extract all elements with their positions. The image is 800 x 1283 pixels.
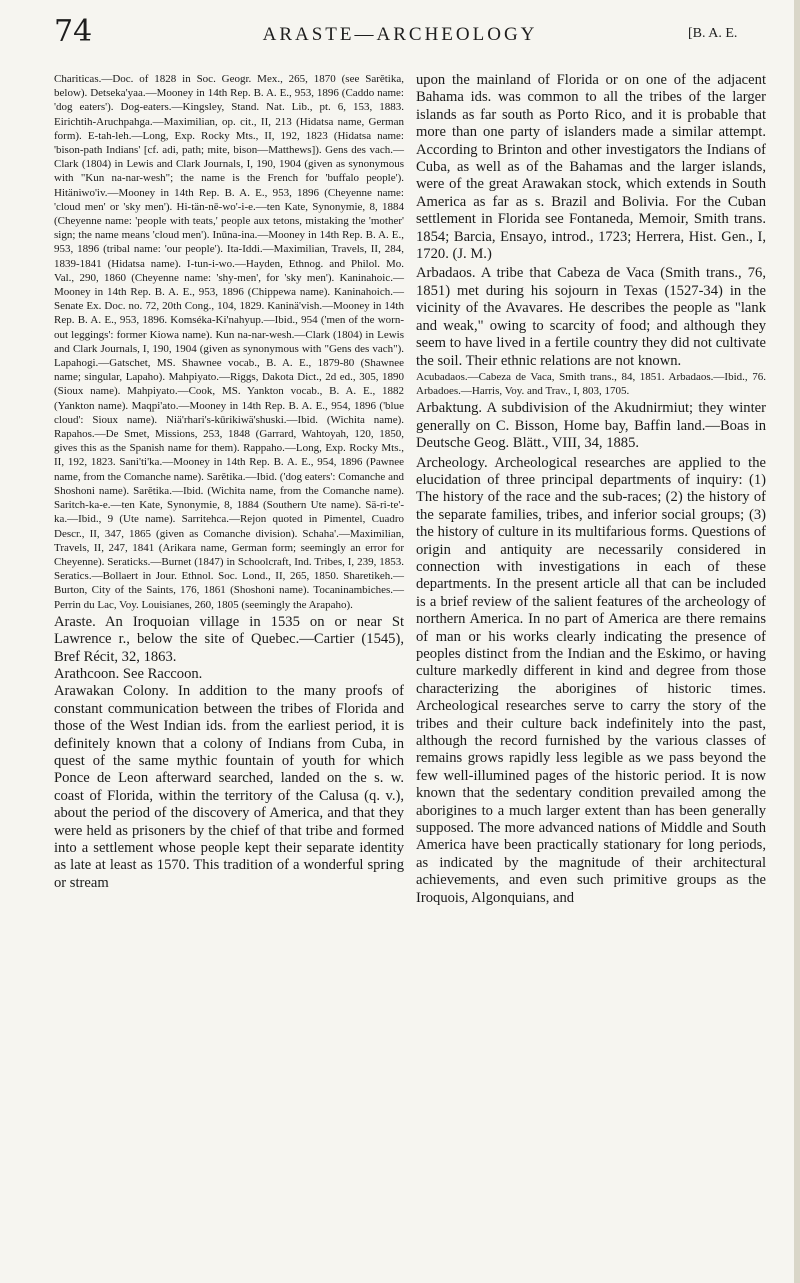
entry-araste: Araste. An Iroquoian village in 1535 on or near St Lawrence r., below the site of Quebec.—Cartier (1545), Bref Récit, 32, 1863. <box>54 613 404 665</box>
entry-arbadaos: Arbadaos. A tribe that Cabeza de Vaca (Smith trans., 76, 1851) met during his sojourn in Texas (1527-34) in the vicinity of the Avavares. He describes the people as "lank and weak," owing to scarcity of food; and although they seem to have lived in a fertile country they did not cultivate the soil. Their ethnic relations are not known. <box>416 265 766 369</box>
entry-arawakan-continued: upon the mainland of Florida or on one of the adjacent Bahama ids. was common to all the tribes of the larger islands as far south as Porto Rico, and it is probable that more than one party of islanders made a similar attempt. According to Brinton and other investigators the Indians of Cuba, as well as of the Bahamas and the larger islands, were of the great Arawakan stock, which extends in South America as far as s. Brazil and Bolivia. For the Cuban settlement in Florida see Fontaneda, Memoir, Smith trans. 1854; Barcia, Ensayo, introd., 1723; Herrera, Hist. Gen., I, 1720. (J. M.) <box>416 72 766 263</box>
synonymy-block: Chariticas.—Doc. of 1828 in Soc. Geogr. Mex., 265, 1870 (see Sarĕtika, below). Detseka'yaa.—Mooney in 14th Rep. B. A. E., 953, 1896 (Caddo name: 'dog eaters'). Dog-eaters.—Kingsley, Stand. Nat. Lib., pt. 6, 153, 1883. Eirichtih-Aruchpahga.—Maximilian, op. cit., II, 213 (Hidatsa name, German form). E-tah-leh.—Long, Exp. Rocky Mts., II, 192, 1823 (Hidatsa name: 'bison-path Indians' [cf. adi, path; mite, bison—Matthews]). Gens des vach.—Clark (1804) in Lewis and Clark Journals, I, 190, 1904 (given as synonymous with "Kun na-nar-wesh"; the name is the French for 'buffalo people'). Hitäniwo'iv.—Mooney in 14th Rep. B. A. E., 953, 1896 (Cheyenne name: 'cloud men' or 'sky men'). Hi-tän-nē-wo'-i-e.—ten Kate, Synonymie, 8, 1884 (Cheyenne name: 'people with teats,' people aux tetons, mistaking the 'mother' sign; the name means 'cloud men'). Inūna-ina.—Mooney in 14th Rep. B. A. E., 953, 1896 (tribal name: 'our people'). Ita-Iddi.—Maximilian, Travels, II, 284, 1839-1841 (Hidatsa name). I-tun-i-wo.—Hayden, Ethnog. and Philol. Mo. Val., 290, 1860 (Cheyenne name: 'shy-men', for 'sky men'). Kaninahoic.—Mooney in 14th Rep. B. A. E., 953, 1896 (Chippewa name). Kaninahoich.—Senate Ex. Doc. no. 72, 20th Cong., 104, 1829. Kaninä'vish.—Mooney in 14th Rep. B. A. E., 953, 1896. Komséka-Ki'nahyup.—Ibid., 954 ('men of the worn-out leggings': former Kiowa name). Kun na-nar-wesh.—Clark (1804) in Lewis and Clark Journals, I, 190, 1904 (given as synonymous with "Gens des vach"). Lapahogi.—Gatschet, MS. Shawnee vocab., B. A. E., 1879-80 (Shawnee name; singular, Lapaho). Mahpiyato.—Riggs, Dakota Dict., 2d ed., 305, 1890 (Sioux name). Mahpiyato.—Cook, MS. Yankton vocab., B. A. E., 1882 (Yankton name). Maqpi'ato.—Mooney in 14th Rep. B. A. E., 954, 1896 ('blue cloud': Sioux name). Niä'rhari's-kūrikiwä'shuski.—Ibid. (Wichita name). Rapahos.—De Smet, Missions, 253, 1848 (Garrard, Wahtoyah, 120, 1850, gives this as the Spanish name for them). Rappaho.—Long, Exp. Rocky Mts., II, 192, 1823. Sani'ti'ka.—Mooney in 14th Rep. B. A. E., 954, 1896 (Pawnee name, from the Comanche name). Sarĕtika.—Ibid. ('dog eaters': Comanche and Shoshoni name). Sarĕtika.—Ibid. (Wichita name, from the Comanche name). Saritch-ka-e.—ten Kate, Synonymie, 8, 1884 (Southern Ute name). Sä-ri-te'-ka.—Ibid., 9 (Ute name). Sarritehca.—Rejon quoted in Pimentel, Cuadro Descr., II, 347, 1865 (given as Comanche division). Schaha'.—Maximilian, Travels, II, 247, 1841 (Arikara name, German form; seemingly an error for Cheyenne). Seraticks.—Burnet (1847) in Schoolcraft, Ind. Tribes, I, 239, 1853. Seratics.—Bollaert in Jour. Ethnol. Soc. Lond., II, 265, 1850. Sharetikeh.—Burton, City of the Saints, 176, 1861 (Shoshoni name). Tocaninambiches.—Perrin du Lac, Voy. Louisianes, 260, 1805 (seemingly the Arapaho). <box>54 73 404 611</box>
entry-arawakan-colony: Arawakan Colony. In addition to the many proofs of constant communication between the tribes of Florida and those of the West Indian ids. from the earliest period, it is definitely known that a colony of Indians from Cuba, in quest of the same mythic fountain of youth for which Ponce de Leon afterward searched, landed on the s. w. coast of Florida, within the territory of the Calusa (q. v.), about the period of the discovery of America, and that they were held as prisoners by the chief of that tribe and formed into a settlement whose people kept their separate identity as late at least as 1570. This tradition of a wonderful spring or stream <box>54 683 404 891</box>
left-column <box>54 72 404 892</box>
right-column <box>416 72 766 907</box>
page-number: 74 <box>54 14 93 49</box>
entry-arbaktung: Arbaktung. A subdivision of the Akudnirmiut; they winter generally on C. Bisson, Home bay, Baffin land.—Boas in Deutsche Geog. Blätt., VIII, 34, 1885. <box>416 400 766 452</box>
entry-arathcoon: Arathcoon. See Raccoon. <box>54 665 203 682</box>
page-edge <box>794 0 800 1283</box>
running-title: ARASTE—ARCHEOLOGY <box>262 24 538 45</box>
series-abbreviation: [B. A. E. <box>688 26 738 41</box>
synonymy-arbadaos: Acubadaos.—Cabeza de Vaca, Smith trans., 84, 1851. Arbadaos.—Ibid., 76. Arbadoes.—Harris, Voy. and Trav., I, 803, 1705. <box>416 370 766 398</box>
entry-archeology: Archeology. Archeological researches are applied to the elucidation of three principal departments of inquiry: (1) The history of the race and the sub-races; (2) the history of the separate families, tribes, and inferior social groups; (3) the history of culture in its multifarious forms. Questions of origin and antiquity are necessarily considered in connection with investigations in each of these departments. In the present article all that can be included is a brief review of the salient features of the archeology of northern America. In no part of America are there remains of man or his works clearly indicating the presence of peoples distinct from the Indian and the Eskimo, or having culture markedly different in kind and degree from those characterizing the aborigines of historic times. Archeological researches serve to carry the story of the tribes and their culture back indefinitely into the past, although the record furnished by the various classes of remains grows rapidly less legible as we pass beyond the few well-illumined pages of the historic period. It is now known that the sedentary condition prevailed among the aborigines to a much larger extent than has been generally supposed. The more advanced nations of Middle and South America have been practically stationary for long periods, as indicated by the magnitude of their architectural achievements, and even such primitive groups as the Iroquois, Algonquians, and <box>416 454 766 906</box>
